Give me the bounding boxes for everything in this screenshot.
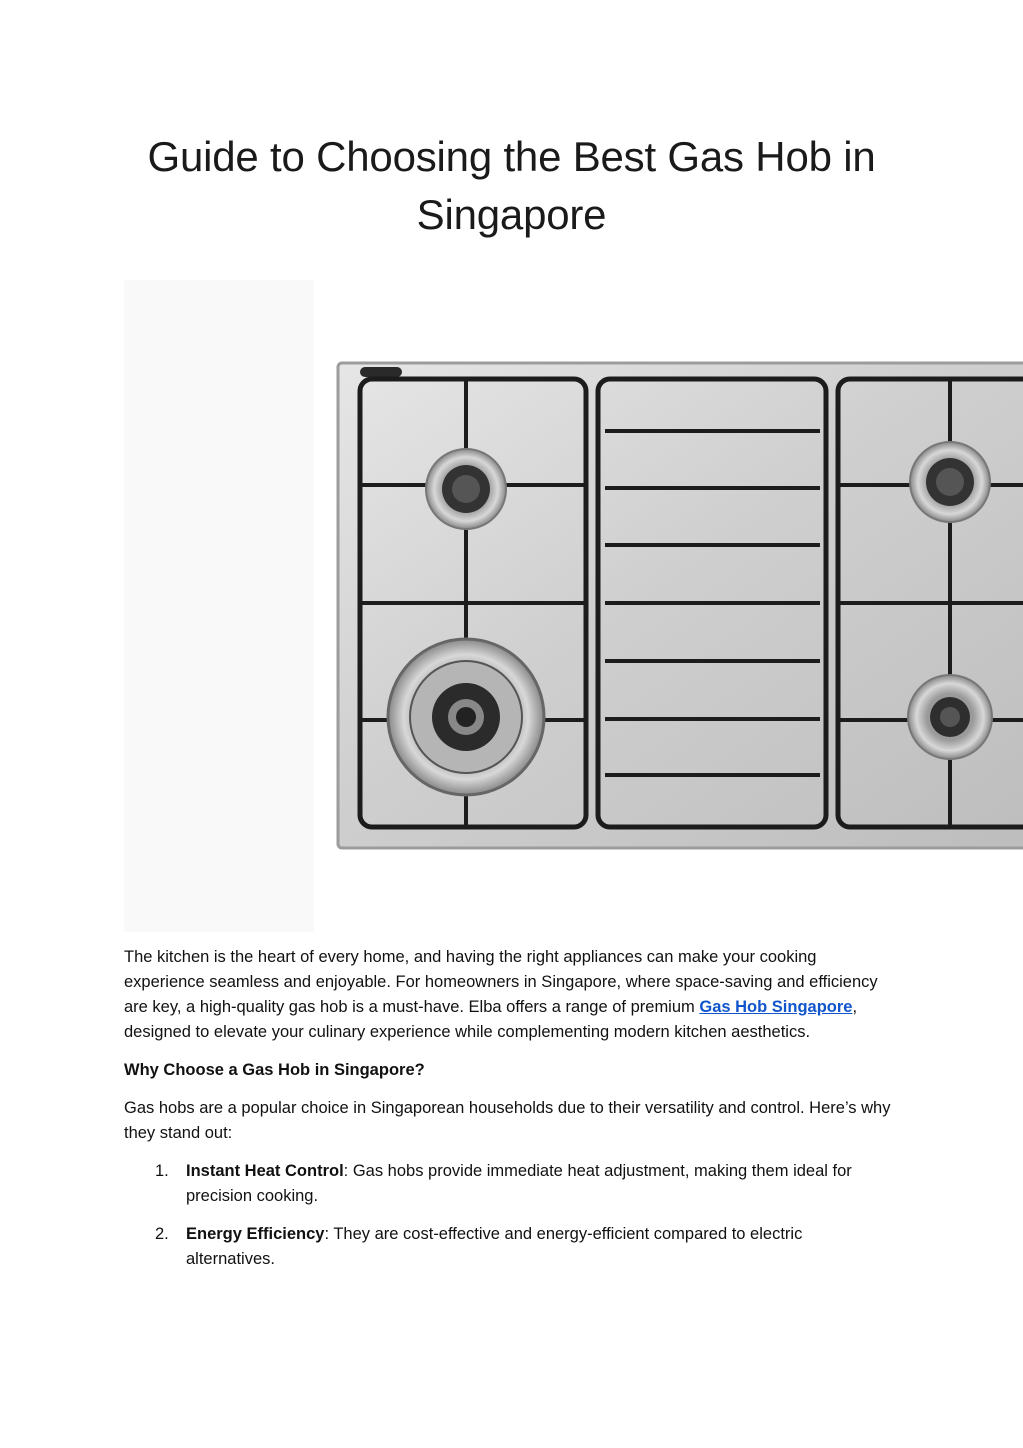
reasons-list <box>124 1159 894 1272</box>
reason-text: : Gas hobs provide immediate heat adjustment, making them ideal for precision cooking. <box>186 1162 852 1205</box>
list-number: 1. <box>155 1162 169 1180</box>
intro-text: The kitchen is the heart of every home, and having the right appliances can make your cooking experience seamless and enjoyable. For homeowners in Singapore, where space-saving and efficiency are key, a high-quality gas hob is a must-have. Elba offers a range of premium <box>124 948 878 1016</box>
gas-hob-singapore-link[interactable]: Gas Hob Singapore <box>699 998 853 1016</box>
list-item <box>124 1159 894 1209</box>
intro-text-end: , designed to elevate your culinary experience while complementing modern kitchen aesthetics. <box>124 998 858 1041</box>
title-line-2: Singapore <box>416 191 607 238</box>
intro-paragraph <box>124 945 894 1045</box>
section-intro: Gas hobs are a popular choice in Singaporean households due to their versatility and control. Here’s why they stand out: <box>124 1099 891 1142</box>
reason-text: : They are cost-effective and energy-efficient compared to electric alternatives. <box>186 1225 803 1268</box>
reason-title: Energy Efficiency <box>186 1225 325 1243</box>
page-title <box>100 128 923 244</box>
article-body <box>124 945 894 1285</box>
reason-title: Instant Heat Control <box>186 1162 344 1180</box>
list-number: 2. <box>155 1225 169 1243</box>
gas-hob-photo <box>330 355 1023 860</box>
section-heading: Why Choose a Gas Hob in Singapore? <box>124 1061 425 1079</box>
image-background <box>124 280 314 932</box>
title-line-1: Guide to Choosing the Best Gas Hob in <box>147 133 876 180</box>
list-item <box>124 1222 894 1272</box>
